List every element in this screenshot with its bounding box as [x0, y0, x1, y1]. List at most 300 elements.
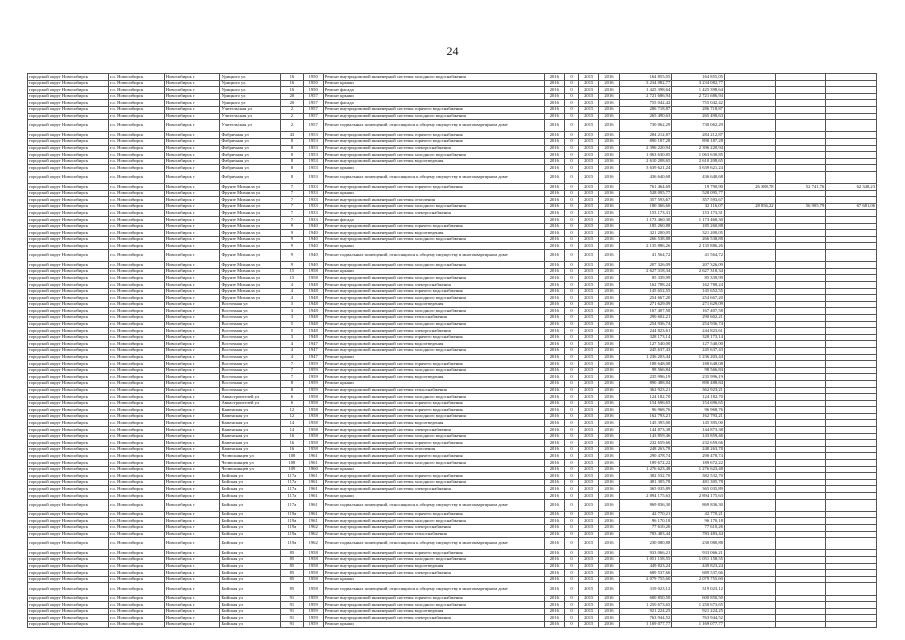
plan-year-cell: 2016	[544, 595, 564, 602]
street-cell: Каменская ул	[220, 440, 281, 447]
zero-flag-cell: 0	[564, 190, 578, 197]
work-type-cell: Ремонт внутридомовой инженерной системы холодного водоснабжения	[323, 236, 544, 243]
settlement-cell: Новосибирск г	[164, 486, 220, 493]
municipal-share-cell	[826, 511, 877, 518]
house-number-cell: 85	[281, 570, 303, 577]
fund-share-cell	[724, 493, 775, 500]
zero-flag-cell: 0	[564, 113, 578, 120]
municipal-district-cell: городской округ Новосибирск	[28, 106, 109, 113]
zero-flag-cell: 0	[564, 80, 578, 87]
zero-flag-cell: 0	[564, 621, 578, 628]
owners-funds-cell: 144 873,38	[672, 427, 725, 434]
city-district-cell: г.о. Новосибирск	[109, 120, 165, 132]
period-end-cell: 2016	[599, 524, 619, 531]
municipal-share-cell	[826, 250, 877, 262]
city-district-cell: г.о. Новосибирск	[109, 132, 165, 139]
city-district-cell: г.о. Новосибирск	[109, 236, 165, 243]
plan-year-cell: 2016	[544, 138, 564, 145]
owners-funds-cell: 188 648,08	[672, 361, 725, 368]
settlement-cell: Новосибирск г	[164, 158, 220, 165]
fund-share-cell	[724, 74, 775, 81]
table-row	[28, 268, 877, 275]
municipal-district-cell: городской округ Новосибирск	[28, 301, 109, 308]
table-row	[28, 145, 877, 152]
house-number-cell: 119а	[281, 538, 303, 550]
municipal-share-cell	[826, 615, 877, 622]
plan-year-cell: 2016	[544, 453, 564, 460]
municipal-share-cell	[826, 602, 877, 609]
build-year-cell: 1959	[303, 361, 323, 368]
total-cost-cell: 600 850,50	[619, 595, 672, 602]
table-row	[28, 518, 877, 525]
municipal-share-cell	[826, 341, 877, 348]
total-cost-cell: 481 305,78	[619, 479, 672, 486]
settlement-cell: Новосибирск г	[164, 511, 220, 518]
total-cost-cell: 96 170,18	[619, 518, 672, 525]
city-district-cell: г.о. Новосибирск	[109, 223, 165, 230]
total-cost-cell: 382 532,70	[619, 473, 672, 480]
table-row	[28, 138, 877, 145]
work-type-cell: Ремонт подвальных помещений, относящихся к общему имуществу в многоквартирном доме	[323, 499, 544, 511]
street-cell: Фрунзе Михаила ул	[220, 190, 281, 197]
regional-share-cell	[775, 486, 826, 493]
build-year-cell: 1958	[303, 433, 323, 440]
build-year-cell: 1958	[303, 550, 323, 557]
work-type-cell: Ремонт внутридомовой инженерной системы горячего водоснабжения	[323, 132, 544, 139]
period-end-cell: 2016	[599, 100, 619, 107]
house-number-cell: 91	[281, 615, 303, 622]
settlement-cell: Новосибирск г	[164, 440, 220, 447]
plan-year-cell: 2016	[544, 466, 564, 473]
municipal-district-cell: городской округ Новосибирск	[28, 499, 109, 511]
settlement-cell: Новосибирск г	[164, 493, 220, 500]
municipal-district-cell: городской округ Новосибирск	[28, 387, 109, 394]
period-end-cell: 2016	[599, 184, 619, 191]
fund-share-cell	[724, 262, 775, 269]
work-type-cell: Ремонт внутридомовой инженерной системы водоотведения	[323, 563, 544, 570]
municipal-district-cell: городской округ Новосибирск	[28, 152, 109, 159]
owners-funds-cell: 85 339,99	[672, 275, 725, 282]
work-type-cell: Ремонт внутридомовой инженерной системы теплоснабжения	[323, 531, 544, 538]
table-row	[28, 499, 877, 511]
table-row	[28, 380, 877, 387]
municipal-share-cell	[826, 486, 877, 493]
regional-share-cell	[775, 361, 826, 368]
fund-share-cell	[724, 100, 775, 107]
work-type-cell: Ремонт крыши	[323, 93, 544, 100]
total-cost-cell: 77 610,26	[619, 524, 672, 531]
table-row	[28, 74, 877, 81]
plan-year-cell: 2016	[544, 387, 564, 394]
municipal-district-cell: городской округ Новосибирск	[28, 288, 109, 295]
plan-year-cell: 2016	[544, 250, 564, 262]
period-end-cell: 2016	[599, 595, 619, 602]
municipal-share-cell	[826, 361, 877, 368]
work-type-cell: Ремонт внутридомовой инженерной системы холодного водоснабжения	[323, 602, 544, 609]
municipal-district-cell: городской округ Новосибирск	[28, 262, 109, 269]
period-start-cell: 2015	[579, 493, 599, 500]
regional-share-cell	[775, 321, 826, 328]
zero-flag-cell: 0	[564, 524, 578, 531]
owners-funds-cell: 890 187,28	[672, 138, 725, 145]
municipal-share-cell	[826, 217, 877, 224]
period-end-cell: 2016	[599, 203, 619, 210]
work-type-cell: Ремонт внутридомовой инженерной системы холодного водоснабжения	[323, 152, 544, 159]
work-type-cell: Ремонт внутридомовой инженерной системы горячего водоснабжения	[323, 400, 544, 407]
regional-share-cell	[775, 282, 826, 289]
work-type-cell: Ремонт фасада	[323, 217, 544, 224]
city-district-cell: г.о. Новосибирск	[109, 374, 165, 381]
period-end-cell: 2016	[599, 473, 619, 480]
municipal-district-cell: городской округ Новосибирск	[28, 595, 109, 602]
owners-funds-cell: 290 478,74	[672, 453, 725, 460]
settlement-cell: Новосибирск г	[164, 217, 220, 224]
street-cell: Бийская ул	[220, 595, 281, 602]
period-end-cell: 2016	[599, 74, 619, 81]
fund-share-cell	[724, 113, 775, 120]
regional-share-cell	[775, 328, 826, 335]
work-type-cell: Ремонт внутридомовой инженерной системы холодного водоснабжения	[323, 321, 544, 328]
house-number-cell: 16	[281, 74, 303, 81]
owners-funds-cell: 481 305,78	[672, 479, 725, 486]
street-cell: Фрунзе Михаила ул	[220, 250, 281, 262]
settlement-cell: Новосибирск г	[164, 347, 220, 354]
total-cost-cell: 730 062,29	[619, 120, 672, 132]
municipal-district-cell: городской округ Новосибирск	[28, 341, 109, 348]
street-cell: Бийская ул	[220, 576, 281, 583]
regional-share-cell	[775, 100, 826, 107]
regional-share-cell	[775, 93, 826, 100]
period-end-cell: 2016	[599, 301, 619, 308]
build-year-cell: 1958	[303, 275, 323, 282]
regional-share-cell	[775, 223, 826, 230]
period-end-cell: 2016	[599, 171, 619, 183]
total-cost-cell: 449 823,24	[619, 563, 672, 570]
period-end-cell: 2016	[599, 138, 619, 145]
work-type-cell: Ремонт крыши	[323, 576, 544, 583]
municipal-district-cell: городской округ Новосибирск	[28, 197, 109, 204]
municipal-share-cell	[826, 380, 877, 387]
zero-flag-cell: 0	[564, 152, 578, 159]
period-end-cell: 2016	[599, 407, 619, 414]
owners-funds-cell: 869 836,30	[672, 499, 725, 511]
work-type-cell: Ремонт подвальных помещений, относящихся к общему имуществу в многоквартирном доме	[323, 171, 544, 183]
regional-share-cell	[775, 387, 826, 394]
total-cost-cell: 41 564,72	[619, 250, 672, 262]
regional-share-cell	[775, 570, 826, 577]
city-district-cell: г.о. Новосибирск	[109, 433, 165, 440]
table-row	[28, 250, 877, 262]
build-year-cell: 1953	[303, 165, 323, 172]
plan-year-cell: 2016	[544, 341, 564, 348]
settlement-cell: Новосибирск г	[164, 400, 220, 407]
build-year-cell: 1961	[303, 518, 323, 525]
table-row	[28, 328, 877, 335]
total-cost-cell: 162 793,21	[619, 413, 672, 420]
house-number-cell: 91	[281, 602, 303, 609]
fund-share-cell: 28 856,22	[724, 203, 775, 210]
settlement-cell: Новосибирск г	[164, 210, 220, 217]
municipal-district-cell: городской округ Новосибирск	[28, 367, 109, 374]
settlement-cell: Новосибирск г	[164, 184, 220, 191]
city-district-cell: г.о. Новосибирск	[109, 531, 165, 538]
period-start-cell: 2015	[579, 328, 599, 335]
table-row	[28, 550, 877, 557]
fund-share-cell	[724, 518, 775, 525]
regional-share-cell	[775, 460, 826, 467]
regional-share-cell	[775, 433, 826, 440]
street-cell: Восточная ул	[220, 341, 281, 348]
plan-year-cell: 2016	[544, 295, 564, 302]
table-row	[28, 407, 877, 414]
zero-flag-cell: 0	[564, 120, 578, 132]
city-district-cell: г.о. Новосибирск	[109, 100, 165, 107]
street-cell: Бийская ул	[220, 550, 281, 557]
settlement-cell: Новосибирск г	[164, 308, 220, 315]
period-end-cell: 2016	[599, 531, 619, 538]
settlement-cell: Новосибирск г	[164, 615, 220, 622]
fund-share-cell	[724, 152, 775, 159]
city-district-cell: г.о. Новосибирск	[109, 499, 165, 511]
plan-year-cell: 2016	[544, 550, 564, 557]
owners-funds-cell: 254 667,20	[672, 295, 725, 302]
work-type-cell: Ремонт внутридомовой инженерной системы горячего водоснабжения	[323, 106, 544, 113]
zero-flag-cell: 0	[564, 354, 578, 361]
municipal-share-cell	[826, 165, 877, 172]
total-cost-cell: 145 395,00	[619, 420, 672, 427]
total-cost-cell: 230 080,88	[619, 538, 672, 550]
municipal-share-cell	[826, 282, 877, 289]
regional-share-cell	[775, 275, 826, 282]
municipal-district-cell: городской округ Новосибирск	[28, 420, 109, 427]
settlement-cell: Новосибирск г	[164, 113, 220, 120]
period-start-cell: 2015	[579, 250, 599, 262]
period-start-cell: 2015	[579, 361, 599, 368]
table-row	[28, 341, 877, 348]
fund-share-cell	[724, 145, 775, 152]
total-cost-cell: 3 639 621,24	[619, 165, 672, 172]
table-row	[28, 466, 877, 473]
period-end-cell: 2016	[599, 341, 619, 348]
municipal-district-cell: городской округ Новосибирск	[28, 250, 109, 262]
plan-year-cell: 2016	[544, 394, 564, 401]
municipal-district-cell: городской округ Новосибирск	[28, 328, 109, 335]
period-start-cell: 2015	[579, 217, 599, 224]
street-cell: Восточная ул	[220, 321, 281, 328]
table-row	[28, 347, 877, 354]
owners-funds-cell: 2 894 175,63	[672, 493, 725, 500]
plan-year-cell: 2016	[544, 367, 564, 374]
zero-flag-cell: 0	[564, 563, 578, 570]
period-end-cell: 2016	[599, 197, 619, 204]
owners-funds-cell: 98 566,84	[672, 367, 725, 374]
street-cell: Каменская ул	[220, 427, 281, 434]
street-cell: Бийская ул	[220, 511, 281, 518]
plan-year-cell: 2016	[544, 413, 564, 420]
repair-register-table	[27, 73, 877, 628]
settlement-cell: Новосибирск г	[164, 466, 220, 473]
municipal-district-cell: городской округ Новосибирск	[28, 394, 109, 401]
build-year-cell: 1950	[303, 74, 323, 81]
fund-share-cell: 26 388,78	[724, 184, 775, 191]
regional-share-cell	[775, 550, 826, 557]
municipal-share-cell	[826, 524, 877, 531]
plan-year-cell: 2016	[544, 621, 564, 628]
municipal-share-cell	[826, 493, 877, 500]
municipal-district-cell: городской округ Новосибирск	[28, 556, 109, 563]
city-district-cell: г.о. Новосибирск	[109, 158, 165, 165]
table-row	[28, 400, 877, 407]
house-number-cell: 16	[281, 440, 303, 447]
work-type-cell: Ремонт крыши	[323, 268, 544, 275]
street-cell: Бийская ул	[220, 486, 281, 493]
plan-year-cell: 2016	[544, 374, 564, 381]
street-cell: Восточная ул	[220, 374, 281, 381]
owners-funds-cell: 232 659,66	[672, 440, 725, 447]
total-cost-cell: 254 936,74	[619, 321, 672, 328]
work-type-cell: Ремонт внутридомовой инженерной системы холодного водоснабжения	[323, 74, 544, 81]
period-start-cell: 2015	[579, 106, 599, 113]
municipal-district-cell: городской округ Новосибирск	[28, 413, 109, 420]
period-end-cell: 2016	[599, 374, 619, 381]
fund-share-cell	[724, 433, 775, 440]
street-cell: Восточная ул	[220, 354, 281, 361]
fund-share-cell	[724, 583, 775, 595]
plan-year-cell: 2016	[544, 556, 564, 563]
period-end-cell: 2016	[599, 282, 619, 289]
house-number-cell: 9	[281, 223, 303, 230]
period-start-cell: 2015	[579, 621, 599, 628]
settlement-cell: Новосибирск г	[164, 295, 220, 302]
owners-funds-cell: 230 080,88	[672, 538, 725, 550]
settlement-cell: Новосибирск г	[164, 583, 220, 595]
fund-share-cell	[724, 550, 775, 557]
house-number-cell: 8	[281, 387, 303, 394]
zero-flag-cell: 0	[564, 387, 578, 394]
street-cell: Челюскинцев ул	[220, 460, 281, 467]
fund-share-cell	[724, 230, 775, 237]
municipal-district-cell: городской округ Новосибирск	[28, 576, 109, 583]
total-cost-cell: 436 640,68	[619, 171, 672, 183]
municipal-share-cell	[826, 308, 877, 315]
street-cell: Фабричная ул	[220, 171, 281, 183]
house-number-cell: 8	[281, 165, 303, 172]
plan-year-cell: 2016	[544, 132, 564, 139]
city-district-cell: г.о. Новосибирск	[109, 387, 165, 394]
period-start-cell: 2015	[579, 243, 599, 250]
total-cost-cell: 180 366,66	[619, 203, 672, 210]
table-row	[28, 460, 877, 467]
period-start-cell: 2015	[579, 518, 599, 525]
work-type-cell: Ремонт внутридомовой инженерной системы горячего водоснабжения	[323, 138, 544, 145]
city-district-cell: г.о. Новосибирск	[109, 367, 165, 374]
zero-flag-cell: 0	[564, 165, 578, 172]
municipal-district-cell: городской округ Новосибирск	[28, 493, 109, 500]
settlement-cell: Новосибирск г	[164, 473, 220, 480]
fund-share-cell	[724, 570, 775, 577]
house-number-cell: 5	[281, 321, 303, 328]
city-district-cell: г.о. Новосибирск	[109, 87, 165, 94]
settlement-cell: Новосибирск г	[164, 433, 220, 440]
plan-year-cell: 2016	[544, 321, 564, 328]
plan-year-cell: 2016	[544, 400, 564, 407]
city-district-cell: г.о. Новосибирск	[109, 479, 165, 486]
plan-year-cell: 2016	[544, 576, 564, 583]
city-district-cell: г.о. Новосибирск	[109, 576, 165, 583]
regional-share-cell	[775, 120, 826, 132]
table-row	[28, 321, 877, 328]
period-start-cell: 2015	[579, 556, 599, 563]
fund-share-cell	[724, 171, 775, 183]
municipal-share-cell	[826, 334, 877, 341]
build-year-cell: 1948	[303, 328, 323, 335]
period-end-cell: 2016	[599, 387, 619, 394]
municipal-share-cell	[826, 420, 877, 427]
period-end-cell: 2016	[599, 347, 619, 354]
municipal-share-cell	[826, 538, 877, 550]
street-cell: Фабричная ул	[220, 145, 281, 152]
period-end-cell: 2016	[599, 87, 619, 94]
fund-share-cell	[724, 556, 775, 563]
table-row	[28, 314, 877, 321]
period-start-cell: 2015	[579, 87, 599, 94]
table-row	[28, 262, 877, 269]
house-number-cell: 7	[281, 367, 303, 374]
settlement-cell: Новосибирск г	[164, 243, 220, 250]
period-end-cell: 2016	[599, 621, 619, 628]
fund-share-cell	[724, 314, 775, 321]
period-end-cell: 2016	[599, 268, 619, 275]
settlement-cell: Новосибирск г	[164, 538, 220, 550]
settlement-cell: Новосибирск г	[164, 171, 220, 183]
city-district-cell: г.о. Новосибирск	[109, 288, 165, 295]
street-cell: Фрунзе Михаила ул	[220, 295, 281, 302]
municipal-share-cell	[826, 499, 877, 511]
period-start-cell: 2015	[579, 138, 599, 145]
zero-flag-cell: 0	[564, 87, 578, 94]
street-cell: Учительская ул	[220, 113, 281, 120]
house-number-cell: 8	[281, 158, 303, 165]
settlement-cell: Новосибирск г	[164, 190, 220, 197]
total-cost-cell: 2 610 208,65	[619, 158, 672, 165]
table-row	[28, 427, 877, 434]
house-number-cell: 4	[281, 354, 303, 361]
settlement-cell: Новосибирск г	[164, 106, 220, 113]
street-cell: Авиастроителей ул	[220, 400, 281, 407]
owners-funds-cell: 933 066,21	[672, 550, 725, 557]
total-cost-cell: 98 566,84	[619, 367, 672, 374]
zero-flag-cell: 0	[564, 380, 578, 387]
municipal-share-cell	[826, 570, 877, 577]
regional-share-cell	[775, 354, 826, 361]
table-row	[28, 413, 877, 420]
street-cell: Бийская ул	[220, 479, 281, 486]
build-year-cell: 1962	[303, 538, 323, 550]
house-number-cell: 4	[281, 347, 303, 354]
regional-share-cell	[775, 334, 826, 341]
street-cell: Учительская ул	[220, 120, 281, 132]
period-start-cell: 2015	[579, 466, 599, 473]
period-end-cell: 2016	[599, 479, 619, 486]
period-end-cell: 2016	[599, 367, 619, 374]
house-number-cell: 8	[281, 171, 303, 183]
regional-share-cell	[775, 217, 826, 224]
work-type-cell: Ремонт внутридомовой инженерной системы электроснабжения	[323, 145, 544, 152]
total-cost-cell: 286 718,87	[619, 106, 672, 113]
municipal-district-cell: городской округ Новосибирск	[28, 400, 109, 407]
fund-share-cell	[724, 106, 775, 113]
total-cost-cell: 188 648,08	[619, 361, 672, 368]
